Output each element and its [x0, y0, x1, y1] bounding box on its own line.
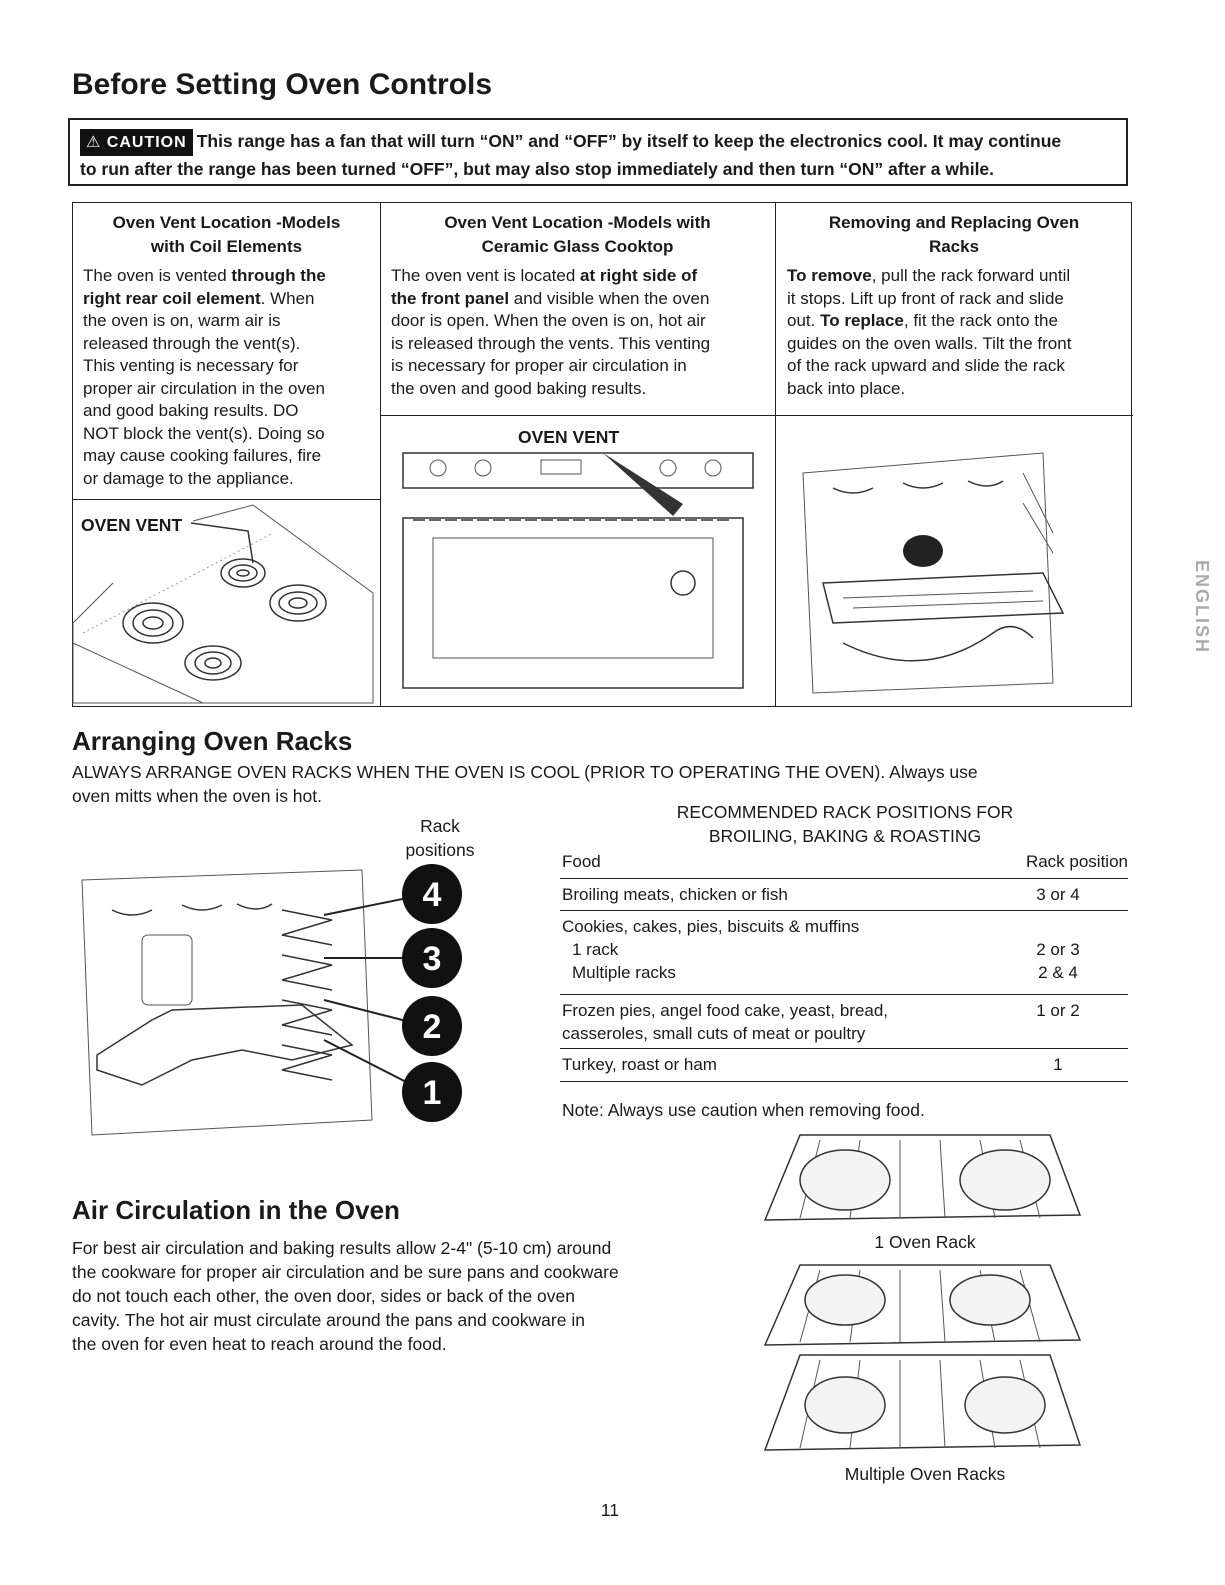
column-1-rule: [73, 499, 380, 500]
one-rack-diagram: [760, 1130, 1090, 1230]
table-row: Turkey, roast or ham 1: [560, 1048, 1128, 1082]
oven-vent-label-ceramic: OVEN VENT: [518, 427, 620, 447]
rack-position-3: 3: [422, 940, 442, 978]
column-divider: [775, 203, 776, 706]
oven-vent-label-coil: OVEN VENT: [81, 515, 183, 535]
table-row: Cookies, cakes, pies, biscuits & muffins 1 rack Multiple racks 2 or 3 2 & 4: [560, 910, 1128, 995]
caution-text-1: This range has a fan that will turn “ON” and “OFF” by itself to keep the electronics cool. It may continue: [196, 131, 1062, 151]
rack-position-4: 4: [422, 876, 442, 914]
ceramic-oven-illustration: [393, 448, 763, 698]
column-2-3-rule: [380, 415, 1133, 416]
multiple-racks-diagram: [760, 1260, 1090, 1460]
page-title: Before Setting Oven Controls: [72, 68, 493, 101]
caution-line-2: to run after the range has been turned “OFF”, but may also stop immediately and then turn “ON” after a while.: [80, 159, 995, 179]
column-2-text: The oven vent is located at right side of the front panel and visible when the oven door is open. When the oven is on, hot air is released through the vents. This venting is necessary for proper air circulation in the oven and good baking results.: [391, 266, 711, 398]
caution-line-1: [80, 128, 1116, 156]
column-2-heading: Oven Vent Location -Models with Ceramic Glass Cooktop: [444, 213, 711, 256]
coil-cooktop-illustration: [73, 503, 380, 706]
table-row: Broiling meats, chicken or fish 3 or 4: [560, 878, 1128, 911]
col-header-position: Rack position: [1025, 852, 1128, 871]
rack-table-note: Note: Always use caution when removing food.: [562, 1100, 925, 1120]
page-number: 11: [600, 1500, 620, 1520]
column-divider: [380, 203, 381, 706]
arranging-heading: Arranging Oven Racks: [72, 726, 353, 756]
air-circulation-heading: Air Circulation in the Oven: [72, 1195, 400, 1225]
col-header-food: Food: [562, 852, 601, 871]
table-row: Frozen pies, angel food cake, yeast, bread, casseroles, small cuts of meat or poultry 1 or 2: [560, 994, 1128, 1049]
oven-vent-grid: [72, 202, 1132, 707]
multiple-racks-caption: Multiple Oven Racks: [844, 1464, 1006, 1484]
rack-table-title: RECOMMENDED RACK POSITIONS FOR BROILING, BAKING & ROASTING: [676, 802, 1014, 846]
side-tab-language: ENGLISH: [1192, 560, 1212, 655]
air-circulation-text: For best air circulation and baking results allow 2-4" (5-10 cm) around the cookware for proper air circulation and be sure pans and cookware do not touch each other, the oven door, sides or back of the oven cavity. The hot air must circulate around the pans and cookware in the oven for even heat to reach around the food.: [72, 1238, 619, 1354]
arranging-text: ALWAYS ARRANGE OVEN RACKS WHEN THE OVEN IS COOL (PRIOR TO OPERATING THE OVEN). Always use oven mitts when the oven is hot.: [72, 762, 978, 806]
oven-rack-removal-illustration: [793, 433, 1123, 698]
column-3-text: To remove, pull the rack forward until it stops. Lift up front of rack and slide out. To replace, fit the rack onto the guides on the oven walls. Tilt the front of the rack upward and slide the rack back into place.: [787, 266, 1072, 398]
one-rack-caption: 1 Oven Rack: [874, 1232, 976, 1252]
rack-position-2: 2: [422, 1008, 442, 1046]
column-1-heading: Oven Vent Location -Models with Coil Elements: [112, 213, 341, 256]
rack-position-table: [560, 848, 1128, 1108]
caution-box: [68, 118, 1128, 186]
rack-positions-label: Rack positions: [405, 816, 475, 860]
column-3-heading: Removing and Replacing Oven Racks: [828, 213, 1080, 256]
caution-badge: ⚠ CAUTION: [80, 129, 193, 156]
rack-position-1: 1: [422, 1074, 442, 1112]
column-1-text: The oven is vented through the right rear coil element. When the oven is on, warm air is released through the vent(s). This venting is necessary for proper air circulation in the oven and good baking results. DO NOT block the vent(s). Doing so may cause cooking failures, fire or damage to the appliance.: [83, 266, 326, 488]
